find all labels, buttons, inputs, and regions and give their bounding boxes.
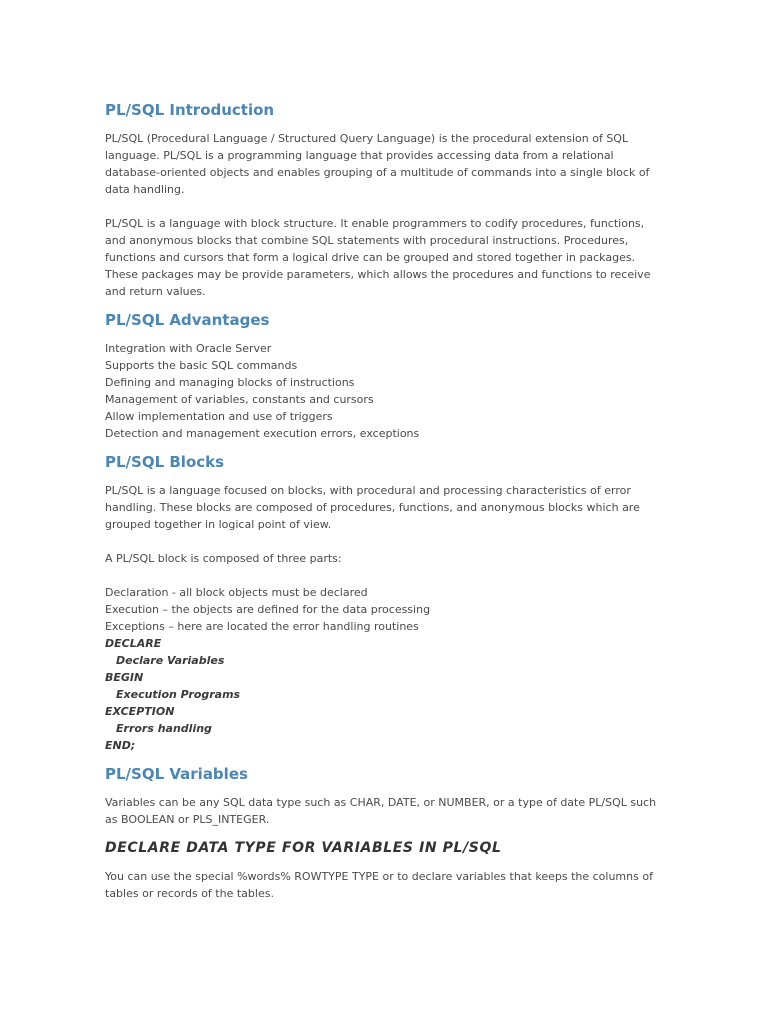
advantage-item: Defining and managing blocks of instructions [105, 376, 355, 389]
code-line-begin: BEGIN [105, 671, 144, 684]
document-page [105, 98, 667, 902]
code-block [105, 635, 667, 754]
block-part-item: Declaration - all block objects must be declared [105, 586, 368, 599]
section-heading-variables: PL/SQL Variables [105, 765, 248, 783]
section-heading-advantages: PL/SQL Advantages [105, 311, 270, 329]
block-part-item: Exceptions – here are located the error handling routines [105, 620, 419, 633]
declare-types-paragraph: You can use the special %words% ROWTYPE TYPE or to declare variables that keeps the columns of tables or records of the tables. [105, 870, 653, 900]
advantage-item: Supports the basic SQL commands [105, 359, 298, 372]
code-line-exception: EXCEPTION [105, 705, 175, 718]
advantages-list [105, 340, 667, 442]
code-line-end: END; [105, 739, 136, 752]
advantage-item: Integration with Oracle Server [105, 342, 272, 355]
block-parts-list [105, 584, 667, 635]
section-heading-blocks: PL/SQL Blocks [105, 453, 225, 471]
intro-paragraph-1: PL/SQL (Procedural Language / Structured Query Language) is the procedural extension of SQL language. PL/SQL is a programming language that provides accessing data from a relational database-oriented objects and enables grouping of a multitude of commands into a single block of data handling. [105, 132, 650, 196]
code-line-errors-handling: Errors handling [116, 722, 212, 735]
intro-paragraph-2: PL/SQL is a language with block structure. It enable programmers to codify procedures, functions, and anonymous blocks that combine SQL statements with procedural instructions. Procedures, functions and cursors that form a logical drive can be grouped and stored together in packages. These packages may be provide parameters, which allows the procedures and functions to receive and return values. [105, 217, 651, 298]
code-line-execution-programs: Execution Programs [116, 688, 241, 701]
code-line-declare: DECLARE [105, 637, 162, 650]
block-part-item: Execution – the objects are defined for the data processing [105, 603, 431, 616]
section-heading-introduction: PL/SQL Introduction [105, 101, 275, 119]
advantage-item: Management of variables, constants and cursors [105, 393, 374, 406]
blocks-paragraph-1: PL/SQL is a language focused on blocks, with procedural and processing characteristics of error handling. These blocks are composed of procedures, functions, and anonymous blocks which are grouped together in logical point of view. [105, 484, 640, 531]
code-line-declare-variables: Declare Variables [116, 654, 225, 667]
advantage-item: Allow implementation and use of triggers [105, 410, 333, 423]
variables-paragraph: Variables can be any SQL data type such as CHAR, DATE, or NUMBER, or a type of date PL/SQL such as BOOLEAN or PLS_INTEGER. [105, 796, 657, 826]
advantage-item: Detection and management execution errors, exceptions [105, 427, 420, 440]
subheading-declare-data-type: DECLARE DATA TYPE FOR VARIABLES IN PL/SQL [105, 840, 502, 856]
blocks-paragraph-2: A PL/SQL block is composed of three parts: [105, 552, 342, 565]
